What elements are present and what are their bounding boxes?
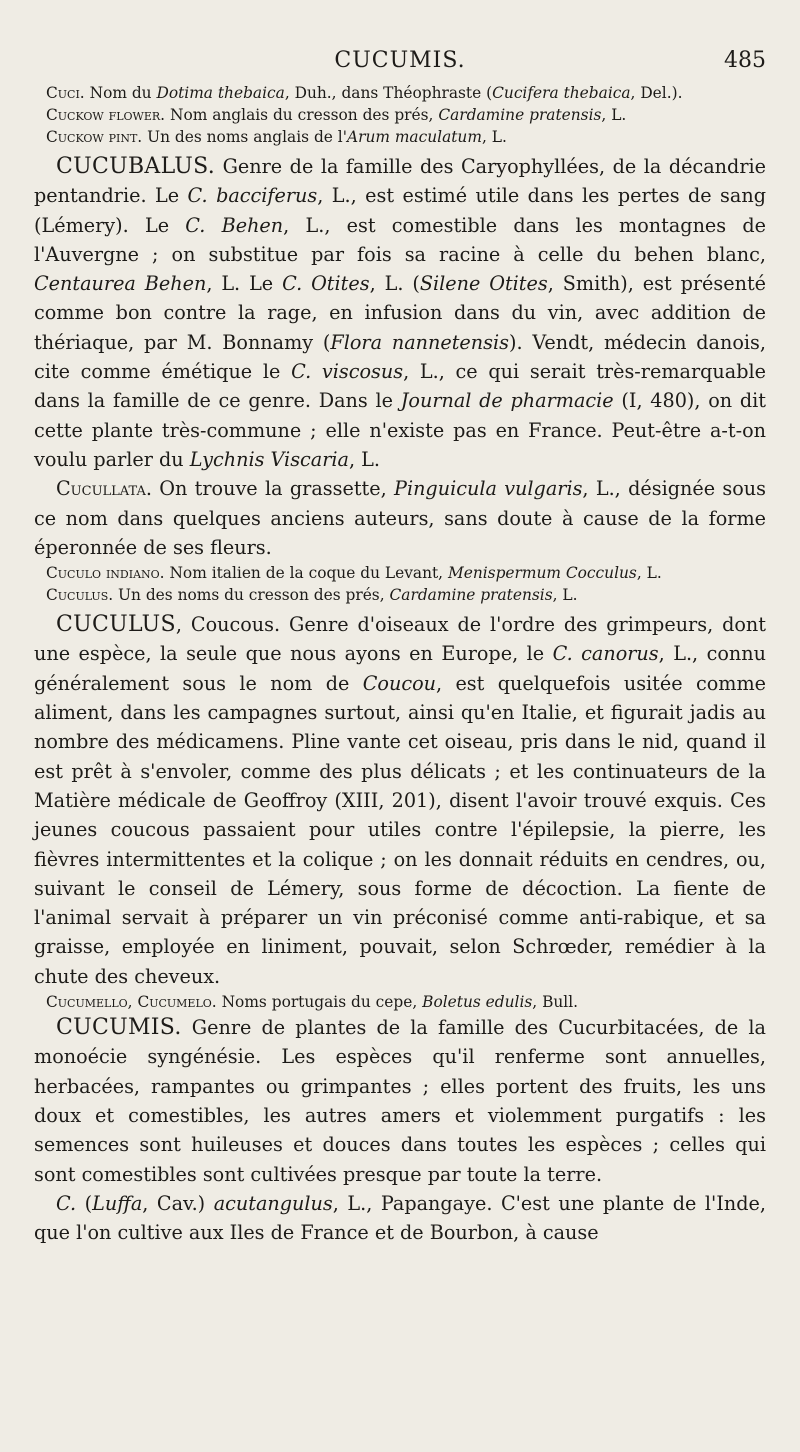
- entry-c-acutangulus: C. (Luffa, Cav.) acutangulus, L., Papangaye. C'est une plante de l'Inde, que l'on cultive aux Iles de France et de Bourbon, à cause: [34, 1191, 766, 1245]
- page-header: [34, 48, 766, 78]
- entry-term: Cuci.: [46, 84, 85, 102]
- running-title: CUCUMIS.: [334, 48, 466, 73]
- entry-term: Cucullata.: [56, 477, 152, 501]
- entry-cucumello: Cucumello, Cucumelo. Noms portugais du cepe, Boletus edulis, Bull.: [46, 993, 579, 1012]
- entry-headword: CUCUMIS.: [56, 1015, 182, 1041]
- entry-cuculo-indiano: Cuculo indiano. Nom italien de la coque du Levant, Menispermum Cocculus, L.: [46, 564, 662, 583]
- entry-term: Cucumello, Cucumelo.: [46, 993, 217, 1012]
- entry-cuckow-pint: Cuckow pint. Un des noms anglais de l'Arum maculatum, L.: [46, 128, 507, 146]
- entry-term: Cuculo indiano.: [46, 564, 165, 583]
- page-body: [34, 82, 766, 1247]
- entry-cuckow-flower: Cuckow flower. Nom anglais du cresson des prés, Cardamine pratensis, L.: [46, 106, 627, 124]
- entry-term: Cuckow flower.: [46, 106, 166, 124]
- page-number: 485: [724, 48, 766, 73]
- entry-cucullata: Cucullata. On trouve la grassette, Pinguicula vulgaris, L., désignée sous ce nom dans quelques anciens auteurs, sans doute à cause de la forme éperonnée de ses fleurs.: [34, 477, 766, 559]
- entry-cucubalus: CUCUBALUS. Genre de la famille des Caryophyllées, de la décandrie pentandrie. Le C. bacciferus, L., est estimé utile dans les pertes de sang (Lémery). Le C. Behen, L., est comestible dans les montagnes de l'Auvergne ; on substitue par fois sa racine à celle du behen blanc, Centaurea Behen, L. Le C. Otites, L. (Silene Otites, Smith), est présenté comme bon contre la rage, en infusion dans du vin, avec addition de thériaque, par M. Bonnamy (Flora nannetensis). Vendt, médecin danois, cite comme émétique le C. viscosus, L., ce qui serait très-remarquable dans la famille de ce genre. Dans le Journal de pharmacie (I, 480), on dit cette plante très-commune ; elle n'existe pas en France. Peut-être a-t-on voulu parler du Lychnis Viscaria, L.: [34, 154, 767, 471]
- entry-headword: CUCULUS: [56, 612, 176, 638]
- entry-cucumis: CUCUMIS. Genre de plantes de la famille des Cucurbitacées, de la monoécie syngénésie. Les espèces qu'il renferme sont annuelles, herbacées, rampantes ou grimpantes ; elles portent des fruits, les uns doux et comestibles, les autres amers et violemment purgatifs : les semences sont huileuses et douces dans toutes les espèces ; celles qui sont comestibles sont cultivées presque par toute la terre.: [34, 1015, 766, 1186]
- entry-term: Cuckow pint.: [46, 128, 143, 146]
- entry-cuculus: CUCULUS, Coucous. Genre d'oiseaux de l'ordre des grimpeurs, dont une espèce, la seule que nous ayons en Europe, le C. canorus, L., connu généralement sous le nom de Coucou, est quelquefois usitée comme aliment, dans les campagnes surtout, ainsi qu'en Italie, et figurait jadis au nombre des médicamens. Pline vante cet oiseau, pris dans le nid, quand il est prêt à s'envoler, comme des plus délicats ; et les continuateurs de la Matière médicale de Geoffroy (XIII, 201), disent l'avoir trouvé exquis. Ces jeunes coucous passaient pour utiles contre l'épilepsie, la pierre, les fièvres intermittentes et la colique ; on les donnait réduits en cendres, ou, suivant le conseil de Lémery, sous forme de décoction. La fiente de l'animal servait à préparer un vin préconisé comme anti-rabique, et sa graisse, employée en liniment, pouvait, selon Schrœder, remédier à la chute des cheveux.: [34, 612, 767, 988]
- entry-cuculus-small: Cuculus. Un des noms du cresson des prés, Cardamine pratensis, L.: [46, 586, 578, 605]
- entry-term: Cuculus.: [46, 586, 114, 605]
- entry-cuci: Cuci. Nom du Dotima thebaica, Duh., dans Théophraste (Cucifera thebaica, Del.).: [46, 84, 683, 102]
- entry-headword: CUCUBALUS.: [56, 154, 216, 179]
